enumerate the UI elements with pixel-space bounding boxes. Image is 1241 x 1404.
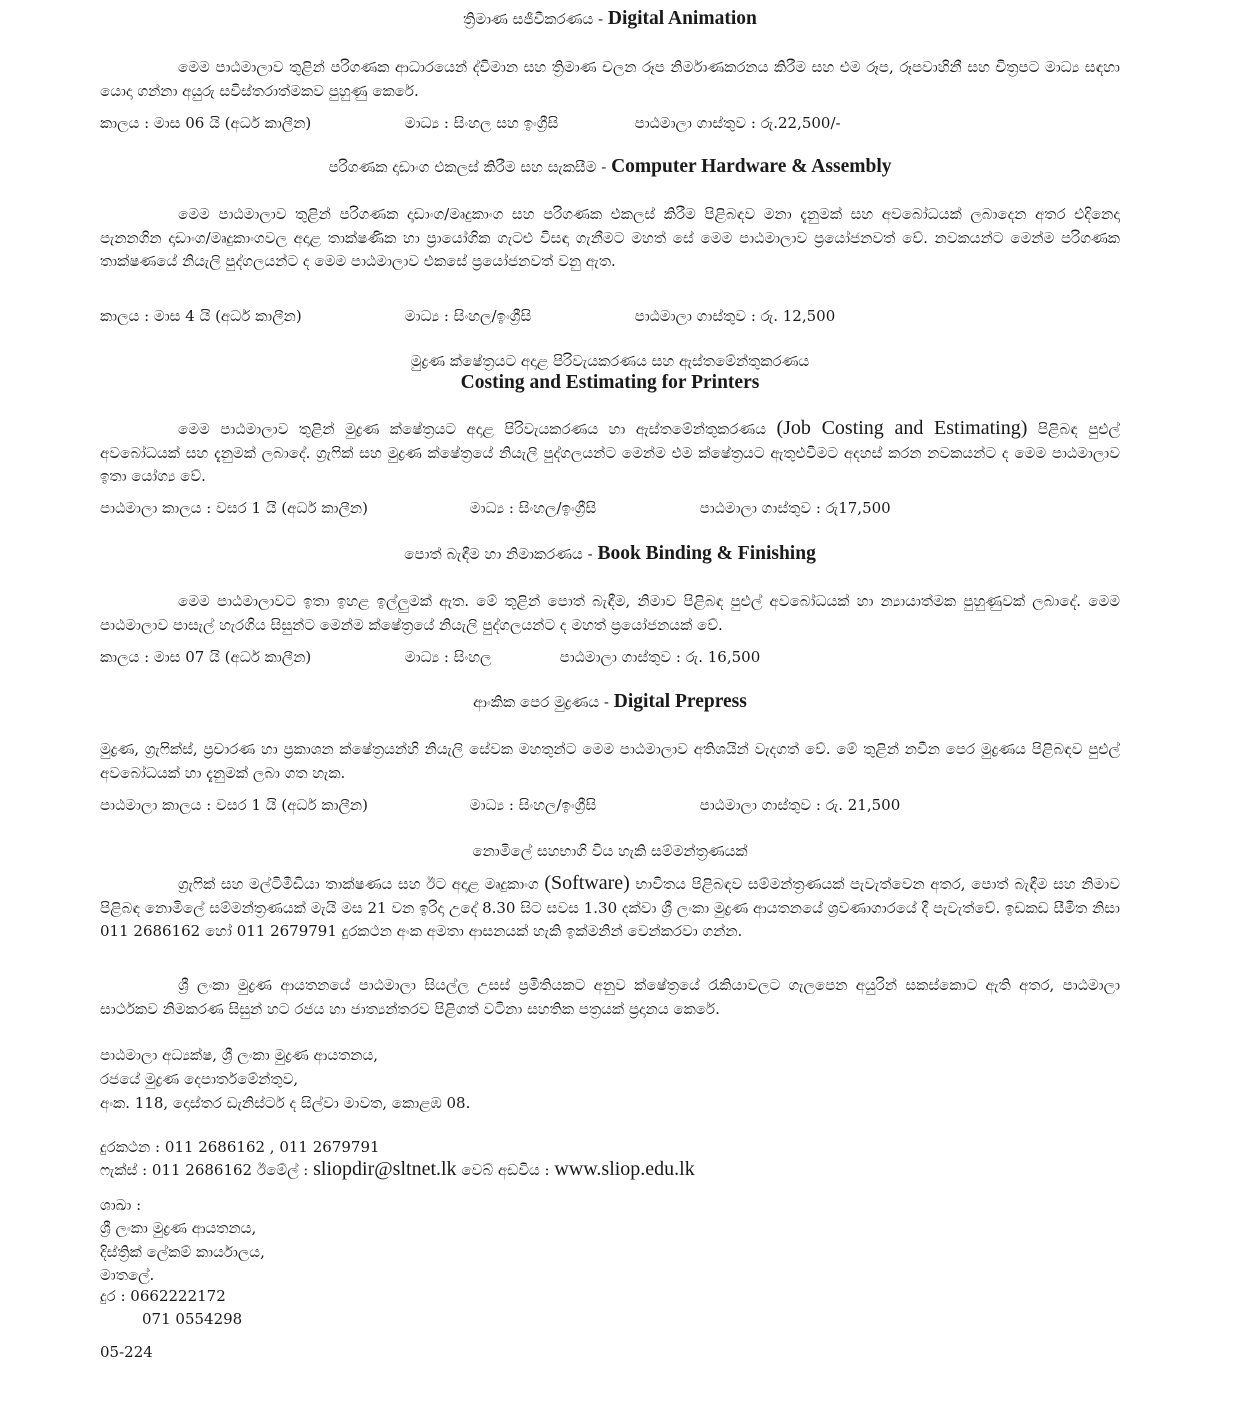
branch-label: ශාඛා : xyxy=(100,1196,142,1214)
branch-line: මාතලේ. xyxy=(100,1266,155,1284)
course-medium: මාධ්‍ය : සිංහල/ඉංග්‍රීසි xyxy=(404,307,532,325)
course-meta xyxy=(100,305,1120,327)
heading-english: Computer Hardware & Assembly xyxy=(611,156,892,177)
course-fee: පාඨමාලා ගාස්තුව : රු17,500 xyxy=(699,499,891,517)
section-heading xyxy=(100,8,1120,30)
course-fee: පාඨමාලා ගාස්තුව : රු.22,500/- xyxy=(634,114,841,132)
seminar-body: ග්‍රැෆික් සහ මල්ටිමීඩියා තාක්ෂණය සහ ඊට අදාළ මෘදුකාංග (Software) භාවිතය පිළිබඳව සම්මන්ත්‍රණයක් පැවැත්වෙන අතර, පොත් බැඳීම සහ නිමාව පිළිබඳ නොමිලේ සම්මන්ත්‍රණයක් මැයි මස 21 වන ඉරිදා උදේ 8.30 සිට සවස 1.30 දක්වා ශ්‍රී ලංකා මුද්‍රණ ආයතනයේ ශ්‍රවණාගාරයේ දී පැවැත්වේ. ඉඩකඩ සීමිත නිසා 011 2686162 හෝ 011 2679791 දුරකථන අංක අමතා ආසනයක් හැකි ඉක්මනින් වෙන්කරවා ගන්න. xyxy=(100,872,1121,940)
address-line: රජයේ මුද්‍රණ දෙපාර්තමේන්තුව, xyxy=(100,1070,299,1088)
course-medium: මාධ්‍ය : සිංහල xyxy=(404,648,492,666)
course-duration: කාලය : මාස 4 යි (අර්ධ කාලීන) xyxy=(100,307,302,325)
course-duration: පාඨමාලා කාලය : වසර 1 යි (අර්ධ කාලීන) xyxy=(100,796,368,814)
section-heading xyxy=(100,350,1120,372)
heading-english: Digital Animation xyxy=(607,8,757,29)
section-body: මෙම පාඨමාලාව තුළින් පරිගණක ආධාරයෙන් ද්විමාන සහ ත්‍රිමාණ චලන රූප නිර්මාණකරනය කිරීම සහ එම රූප, රූපවාහිනී සහ චිත්‍රපට මාධ්‍ය සඳහා යොදා ගන්නා අයුරු සවිස්තරාත්මකව පුහුණු කෙරේ. xyxy=(100,58,1120,100)
reference-number: 05-224 xyxy=(100,1343,153,1361)
website-link[interactable]: www.sliop.edu.lk xyxy=(554,1158,695,1180)
heading-sinhala: ආංකික පෙර මුද්‍රණය - xyxy=(473,693,610,711)
closing-paragraph: ශ්‍රී ලංකා මුද්‍රණ ආයතනයේ පාඨමාලා සියල්ල උසස් ප්‍රමිතියකට අනුව ක්ෂේත්‍රයේ රැකියාවලට ගැලපෙන අයුරින් සකස්කොට ඇති අතර, පාඨමාලා සාර්ථකව නිමකරණ සිසුන් හට රජය හා ජාත්‍යන්තරව පිළිගත් වටිනා සහතික පත්‍රයක් ප්‍රදානය කෙරේ. xyxy=(100,976,1120,1018)
heading-english: Book Binding & Finishing xyxy=(597,543,816,564)
branch-line: ශ්‍රී ලංකා මුද්‍රණ ආයතනය, xyxy=(100,1219,257,1237)
section-body: මෙම පාඨමාලාව තුළින් මුද්‍රණ ක්ෂේත්‍රයට අදාළ පිරිවැයකරණය හා ඇස්තමේන්තුකරණය (Job Costing and Estimating) පිළිබඳ පුළුල් අවබෝධයක් සහ දැනුමක් ලබාදේ. ග්‍රැෆික් සහ මුද්‍රණ ක්ෂේත්‍රයේ නියැලි පුද්ගලයන්ට මෙන්ම එම ක්ෂේත්‍රයට ඇතුළුවීමට අදහස් කරන නවකයන්ට ද මෙම පාඨමාලාව ඉතා යෝග්‍ය වේ. xyxy=(100,417,1120,485)
section-body: මෙම පාඨමාලාවට ඉතා ඉහළ ඉල්ලුමක් ඇත. මේ තුළින් පොත් බැඳීම, නිමාව පිළිබඳ පුළුල් අවබෝධයක් හා න්‍යායාත්මක පුහුණුවක් ලබාදේ. මෙම පාඨමාලාව පාසැල් හැරගිය සිසුන්ට මෙන්ම ක්ෂේත්‍රයේ නියැලි පුද්ගලයන්ට ද මහත් ප්‍රයෝජනයක් වේ. xyxy=(100,592,1120,634)
course-duration: කාලය : මාස 06 යි (අර්ධ කාලීන) xyxy=(100,114,312,132)
course-medium: මාධ්‍ය : සිංහල/ඉංග්‍රීසි xyxy=(469,796,597,814)
phone-line: දුරකථන : 011 2686162 , 011 2679791 xyxy=(100,1138,380,1156)
email-link[interactable]: sliopdir@sltnet.lk xyxy=(313,1158,457,1180)
contact-line: ෆැක්ස් : 011 2686162 ඊමේල් : sliopdir@sltnet.lk වෙබ් අඩවිය : www.sliop.edu.lk xyxy=(100,1158,695,1180)
branch-phone: දුර : 0662222172 xyxy=(100,1287,226,1305)
heading-sinhala: පොත් බැඳීම හා නිමාකරණය - xyxy=(404,545,593,563)
course-medium: මාධ්‍ය : සිංහල/ඉංග්‍රීසි xyxy=(469,499,597,517)
course-meta xyxy=(100,497,1120,519)
course-fee: පාඨමාලා ගාස්තුව : රු. 16,500 xyxy=(559,648,761,666)
section-heading xyxy=(100,691,1120,713)
document-page xyxy=(100,0,1120,1404)
heading-sinhala: පරිගණක දෘඩාංග එකලස් කිරීම සහ සැකසීම - xyxy=(328,158,607,176)
section-heading xyxy=(100,543,1120,565)
course-medium: මාධ්‍ය : සිංහල සහ ඉංග්‍රීසි xyxy=(404,114,559,132)
branch-phone-2: 071 0554298 xyxy=(142,1310,243,1328)
heading-sinhala: ත්‍රිමාණ සජීවීකරණය - xyxy=(463,10,604,28)
course-fee: පාඨමාලා ගාස්තුව : රු. 21,500 xyxy=(699,796,901,814)
heading-english: Digital Prepress xyxy=(613,691,747,712)
address-line: පාඨමාලා අධ්‍යක්ෂ, ශ්‍රී ලංකා මුද්‍රණ ආයතනය, xyxy=(100,1046,379,1064)
address-line: අංක. 118, දොස්තර ඩැනිස්ටර් ද සිල්වා මාවත, කොළඹ 08. xyxy=(100,1094,471,1112)
course-duration: කාලය : මාස 07 යි (අර්ධ කාලීන) xyxy=(100,648,312,666)
section-body: මුද්‍රණ, ග්‍රැෆික්ස්, ප්‍රචාරණ හා ප්‍රකාශන ක්ෂේත්‍රයන්හි නියැලි සේවක මහතුන්ට මෙම පාඨමාලාව අතිශයින් වැදගත් වේ. මේ තුළින් නවීන පෙර මුද්‍රණය පිළිබඳව පුළුල් අවබෝධයක් හා දැනුමක් ලබා ගත හැක. xyxy=(100,740,1120,782)
seminar-heading: නොමිලේ සහභාගි විය හැකි සම්මන්ත්‍රණයක් xyxy=(472,842,748,860)
course-fee: පාඨමාලා ගාස්තුව : රු. 12,500 xyxy=(634,307,836,325)
course-duration: පාඨමාලා කාලය : වසර 1 යි (අර්ධ කාලීන) xyxy=(100,499,368,517)
course-meta xyxy=(100,112,1120,134)
heading-sinhala: මුද්‍රණ ක්ෂේත්‍රයට අදාළ පිරිවැයකරණය සහ ඇස්තමේන්තුකරණය xyxy=(410,352,810,370)
heading-english: Costing and Estimating for Printers xyxy=(460,372,760,393)
section-heading xyxy=(100,156,1120,178)
section-body: මෙම පාඨමාලාව තුළින් පරිගණක දෘඩාංග/මෘදුකාංග සහ පරිගණක එකලස් කිරීම පිළිබඳව මනා දැනුමක් සහ අවබෝධයක් ලබාදෙන අතර එදිනෙදා පැනනගින දෘඩාංග/මෘදුකාංගවල අදාළ තාක්ෂණික හා ප්‍රායෝගික ගැටළු විසඳා ගැනීමට මහත් සේ මෙම පාඨමාලාව ප්‍රයෝජනවත් වේ. නවකයන්ට මෙන්ම පරිගණක තාක්ෂණයේ නියැලි පුද්ගලයන්ට ද මෙම පාඨමාලාව එකසේ ප්‍රයෝජනවත් වනු ඇත. xyxy=(100,205,1120,270)
course-meta xyxy=(100,794,1120,816)
course-meta xyxy=(100,646,1120,668)
branch-line: දිස්ත්‍රික් ලේකම් කාර්යාලය, xyxy=(100,1243,265,1261)
